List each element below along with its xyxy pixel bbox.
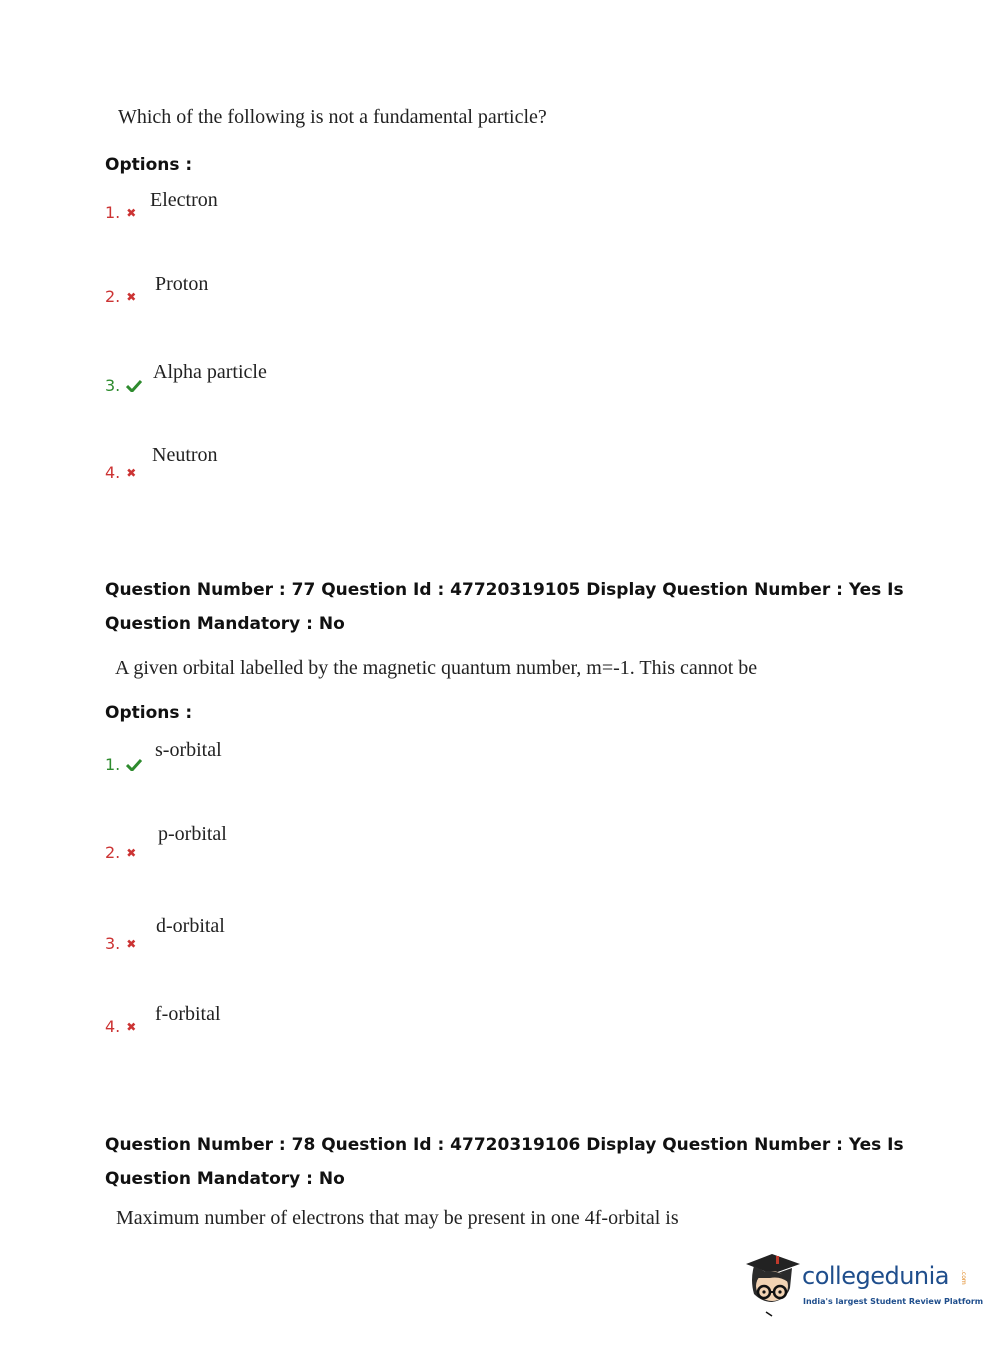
option-number: 1. ✖ (105, 203, 137, 222)
option-text: p-orbital (158, 823, 227, 845)
collegedunia-logo (742, 1250, 984, 1320)
logo-tagline: India's largest Student Review Platform (803, 1297, 984, 1306)
option-number: 1. (105, 755, 142, 774)
cross-icon: ✖ (126, 465, 137, 480)
cross-icon: ✖ (126, 845, 137, 860)
question-meta: Question Number : 77 Question Id : 47720319105 Display Question Number : Yes Is Question Mandatory : No (105, 580, 904, 634)
option-text: s-orbital (155, 739, 222, 761)
question-text: A given orbital labelled by the magnetic quantum number, m=-1. This cannot be (115, 657, 758, 679)
check-icon (126, 759, 142, 771)
question-text: Maximum number of electrons that may be present in one 4f-orbital is (116, 1207, 679, 1229)
option-text: Neutron (152, 444, 218, 466)
logo-com: .com (960, 1270, 967, 1285)
cross-icon: ✖ (126, 1019, 137, 1034)
mascot-icon (742, 1250, 802, 1320)
logo-wordmark: collegedunia (802, 1262, 950, 1290)
options-label: Options : (105, 703, 193, 723)
check-icon (126, 380, 142, 392)
option-text: d-orbital (156, 915, 225, 937)
question-meta: Question Number : 78 Question Id : 47720319106 Display Question Number : Yes Is Question Mandatory : No (105, 1135, 904, 1189)
option-text: f-orbital (155, 1003, 221, 1025)
option-number: 4. ✖ (105, 463, 137, 482)
options-label: Options : (105, 155, 193, 175)
option-number: 2. ✖ (105, 287, 137, 306)
option-number: 2. ✖ (105, 843, 137, 862)
cross-icon: ✖ (126, 289, 137, 304)
option-text: Electron (150, 189, 218, 211)
option-number: 4. ✖ (105, 1017, 137, 1036)
cross-icon: ✖ (126, 936, 137, 951)
option-text: Proton (155, 273, 209, 295)
cross-icon: ✖ (126, 205, 137, 220)
question-text: Which of the following is not a fundamental particle? (118, 106, 547, 128)
option-text: Alpha particle (153, 361, 267, 383)
option-number: 3. (105, 376, 142, 395)
option-number: 3. ✖ (105, 934, 137, 953)
